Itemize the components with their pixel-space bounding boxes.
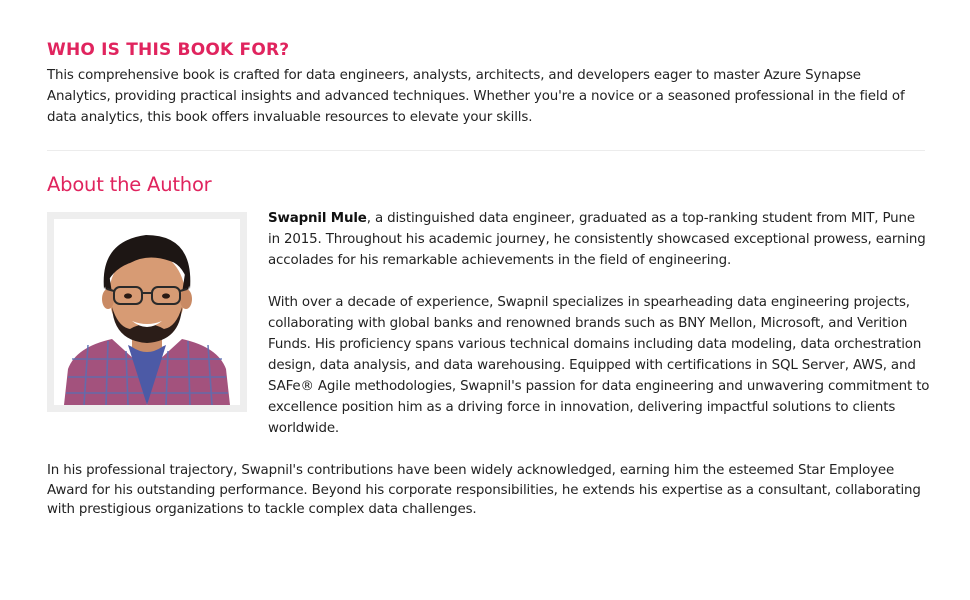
bio-experience-paragraph: With over a decade of experience, Swapnil specializes in spearheading data engineering projects, collaborating with global banks and renowned brands such as BNY Mellon, Microsoft, and Verition Funds. His proficiency spans various technical domains including data modeling, data orchestration design, data analysis, and data warehousing. Equipped with certifications in SQL Server, AWS, and SAFe® Agile methodologies, Swapnil's passion for data engineering and unwavering commitment to excellence position him as a driving force in innovation, delivering impactful solutions to clients worldwide. [268,295,930,436]
who-is-this-book-for-heading: WHO IS THIS BOOK FOR? [47,40,290,60]
bio-intro-text: , a distinguished data engineer, graduated as a top-ranking student from MIT, Pune in 2015. Throughout his academic journey, he consistently showcased exceptional prowess, earning accolades for his remarkable achievements in the field of engineering. [268,211,926,268]
bio-intro-paragraph [268,208,930,271]
author-photo [47,212,247,412]
bio-trajectory-paragraph: In his professional trajectory, Swapnil's contributions have been widely acknowledged, earning him the esteemed Star Employee Award for his outstanding performance. Beyond his corporate responsibilities, he extends his expertise as a consultant, collaborating with prestigious organizations to tackle complex data challenges. [47,463,921,517]
about-the-author-heading: About the Author [47,173,212,196]
audience-paragraph: This comprehensive book is crafted for data engineers, analysts, architects, and developers eager to master Azure Synapse Analytics, providing practical insights and advanced techniques. Whether you're a novice or a seasoned professional in the field of data analytics, this book offers invaluable resources to elevate your skills. [47,68,905,125]
author-name: Swapnil Mule [268,211,367,226]
author-portrait-image [54,219,240,405]
author-bio [268,208,930,439]
section-divider [47,150,925,151]
